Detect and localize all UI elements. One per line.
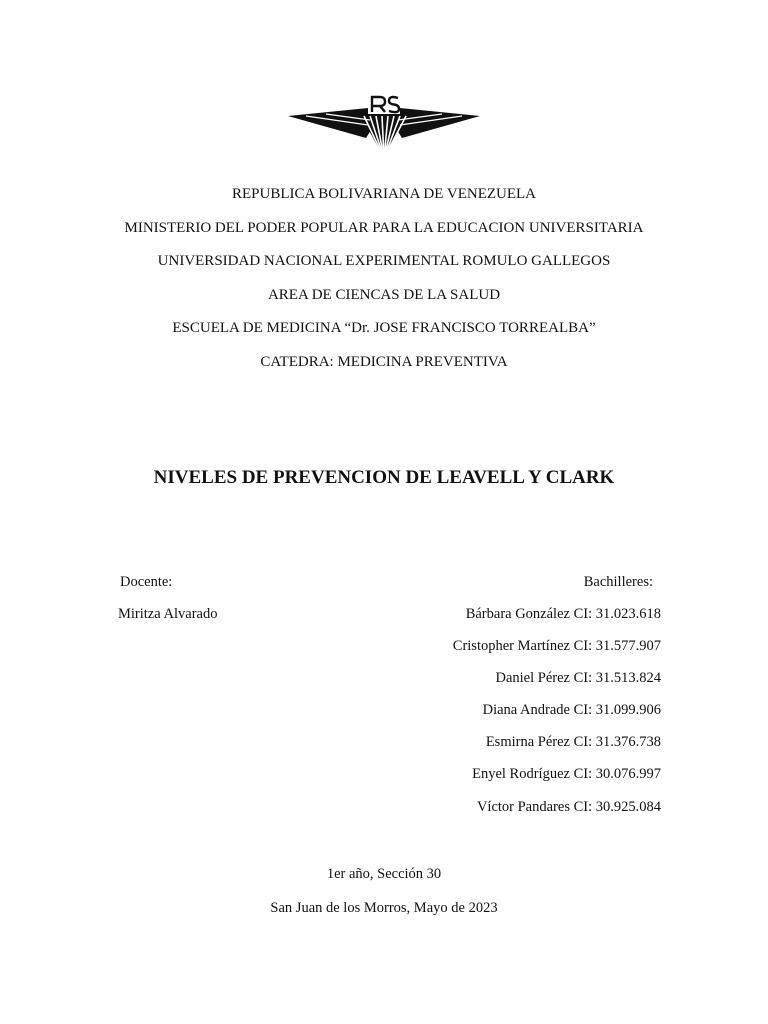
student-item: Diana Andrade CI: 31.099.906 xyxy=(482,702,661,718)
student-item: Víctor Pandares CI: 30.925.084 xyxy=(476,799,661,815)
header-line-area: AREA DE CIENCAS DE LA SALUD xyxy=(267,287,501,303)
header-line-ministry: MINISTERIO DEL PODER POPULAR PARA LA EDUCACION UNIVERSITARIA xyxy=(124,220,644,236)
student-item: Bárbara González CI: 31.023.618 xyxy=(465,606,661,622)
bachilleres-label: Bachilleres: xyxy=(583,574,653,590)
student-item: Esmirna Pérez CI: 31.376.738 xyxy=(485,734,661,750)
docente-name: Miritza Alvarado xyxy=(118,606,218,622)
header-line-school: ESCUELA DE MEDICINA “Dr. JOSE FRANCISCO TORREALBA” xyxy=(172,320,596,336)
header-line-chair: CATEDRA: MEDICINA PREVENTIVA xyxy=(260,354,508,370)
student-item: Daniel Pérez CI: 31.513.824 xyxy=(495,670,661,686)
document-title: NIVELES DE PREVENCION DE LEAVELL Y CLARK xyxy=(153,467,615,488)
student-item: Enyel Rodríguez CI: 30.076.997 xyxy=(472,766,661,782)
place-date: San Juan de los Morros, Mayo de 2023 xyxy=(270,900,498,916)
student-item: Cristopher Martínez CI: 31.577.907 xyxy=(452,638,661,654)
docente-label: Docente: xyxy=(120,574,173,590)
header-line-republic: REPUBLICA BOLIVARIANA DE VENEZUELA xyxy=(231,186,537,202)
header-line-university: UNIVERSIDAD NACIONAL EXPERIMENTAL ROMULO GALLEGOS xyxy=(157,253,611,269)
university-logo-icon xyxy=(286,92,482,160)
year-section: 1er año, Sección 30 xyxy=(326,866,442,882)
